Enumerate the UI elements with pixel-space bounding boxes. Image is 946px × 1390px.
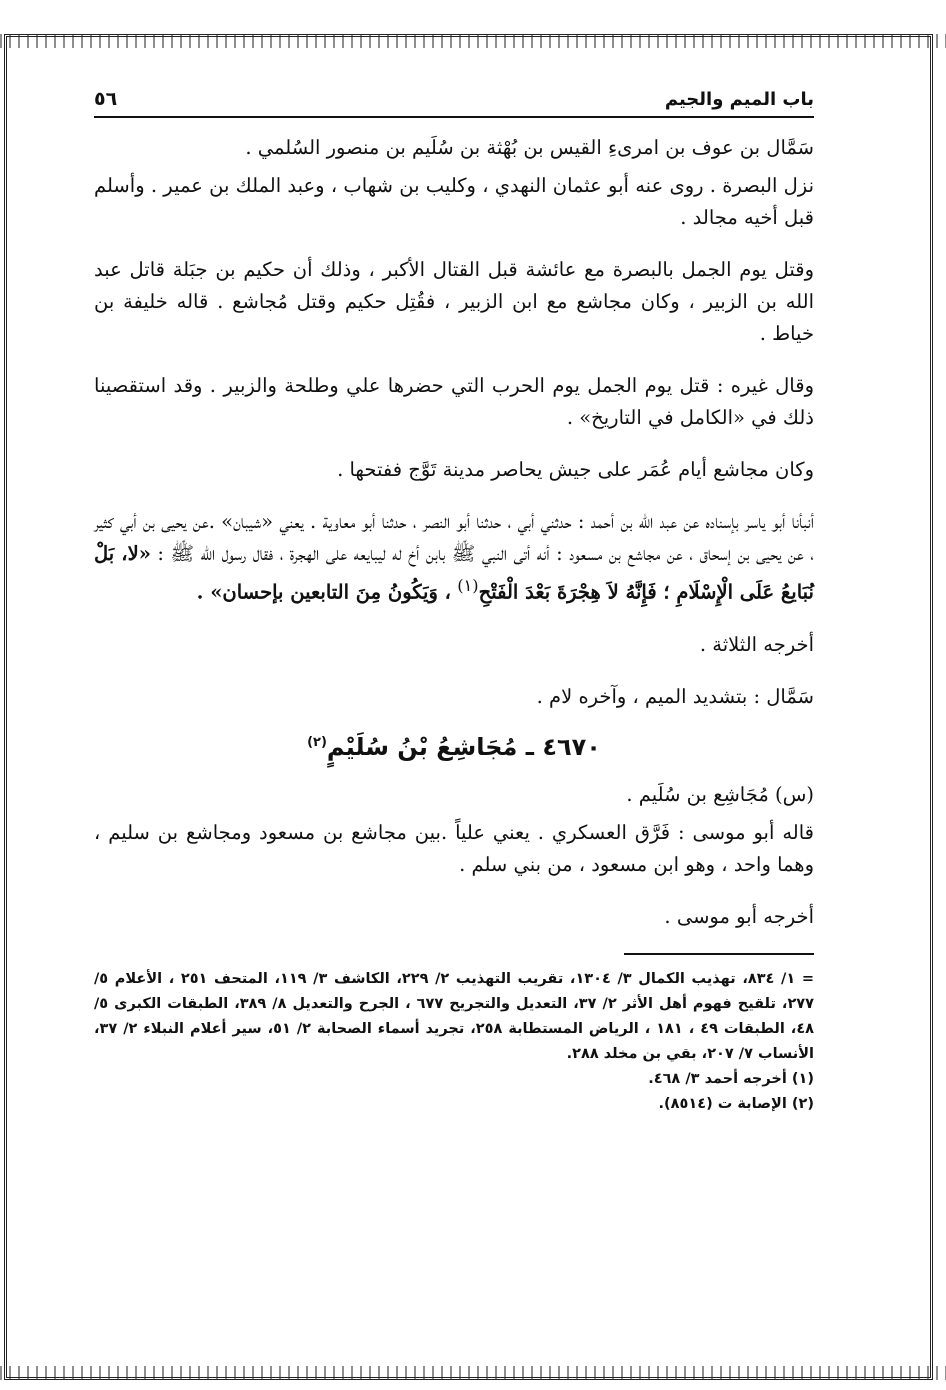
- hadith-isnad: أنبأنا أبو ياسر بإسناده عن عبد الله بن أحمد : حدثني أبي ، حدثنا أبو النصر ، حدثنا أبو معاوية . يعني «شيبان» .عن يحيى بن أبي كثير ، عن يحيى بن إسحاق ، عن مجاشع بن مسعود : أنه أتى النبي ﷺ بابن أخ له ليبايعه على الهجرة ، فقال رسول الله ﷺ :: [94, 510, 814, 565]
- paragraph-narrators: نزل البصرة . روى عنه أبو عثمان النهدي ، وكليب بن شهاب ، وعبد الملك بن عمير . وأسلم قبل أخيه مجالد .: [94, 174, 814, 229]
- paragraph-entry-name: (س) مُجَاشِع بن سُلَيم .: [626, 782, 814, 806]
- paragraph-lineage: سَمَّال بن عوف بن امرىءِ القيس بن بُهْثة بن سُلَيم بن منصور السُلمي .: [245, 136, 814, 159]
- paragraph-tawwaj: وكان مجاشع أيام عُمَر على جيش يحاصر مدينة تَوَّج ففتحها .: [337, 458, 814, 481]
- footnote-separator: [624, 953, 814, 955]
- footnote-continued: = ١/ ٨٣٤، تهذيب الكمال ٣/ ١٣٠٤، تقريب التهذيب ٢/ ٢٢٩، الكاشف ٣/ ١١٩، المتحف ٢٥١ ، الأعلام ٥/ ٢٧٧، تلقيح فهوم أهل الأثر ٢/ ٣٧، التعديل والتجريح ٦٧٧ ، الجرح والتعديل ٨/ ٣٨٩، الطبقات الكبرى ٥/ ٤٨، الطبقات ٤٩ ، ١٨١ ، الرياض المستطابة ٢٥٨، تجريد أسماء الصحابة ٢/ ٥١، سير أعلام النبلاء ٢/ ٣٧، الأنساب ٧/ ٢٠٧، بقي بن مخلد ٢٨٨.: [94, 970, 815, 1062]
- footnote-ref-2: (٢): [307, 734, 327, 750]
- footnote-ref-1: (١): [457, 576, 479, 595]
- paragraph-takhrij-2: أخرجه أبو موسى .: [664, 904, 814, 928]
- page-number: ٥٦: [94, 88, 118, 110]
- entry-heading: [94, 733, 814, 761]
- hadith-quote-end: ، وَيَكُونُ مِنَ التابعين بإحسان» .: [196, 580, 451, 604]
- footnote-2: (٢) الإصابة ت (٨٥١٤).: [658, 1095, 814, 1112]
- entry-heading-text: ٤٦٧٠ ـ مُجَاشِعُ بْنُ سُلَيْمٍ: [326, 732, 601, 761]
- paragraph-death: وقتل يوم الجمل بالبصرة مع عائشة قبل القتال الأكبر ، وذلك أن حكيم بن جبَلة قاتل عبد الله بن الزبير ، وكان مجاشع مع ابن الزبير ، فقُتِل حكيم وقتل مُجاشع . قاله خليفة بن خياط .: [94, 258, 814, 345]
- paragraph-spelling: سَمَّال : بتشديد الميم ، وآخره لام .: [536, 684, 814, 708]
- footnote-1: (١) أخرجه أحمد ٣/ ٤٦٨.: [648, 1070, 814, 1087]
- paragraph-takhrij: أخرجه الثلاثة .: [699, 632, 814, 656]
- paragraph-hadith: [94, 506, 814, 609]
- running-header: [94, 88, 814, 118]
- paragraph-abu-musa: قاله أبو موسى : فَرَّق العسكري . يعني علياً .بين مجاشع بن مسعود ومجاشع بن سليم ، وهما واحد ، وهو ابن مسعود ، من بني سلم .: [94, 820, 814, 876]
- hadith-quote: «لا، بَلْ نُبَايعُ عَلَى الْإِسْلَامِ ؛ فَإِنَّهُ لاَ هِجْرَةَ بَعْدَ الْفَتْحِ: [94, 542, 814, 604]
- page-content: [94, 88, 814, 1117]
- chapter-title: باب الميم والجيم: [664, 89, 814, 110]
- paragraph-other-account: وقال غيره : قتل يوم الجمل يوم الحرب التي حضرها علي وطلحة والزبير . وقد استقصينا ذلك في «الكامل في التاريخ» .: [94, 374, 814, 429]
